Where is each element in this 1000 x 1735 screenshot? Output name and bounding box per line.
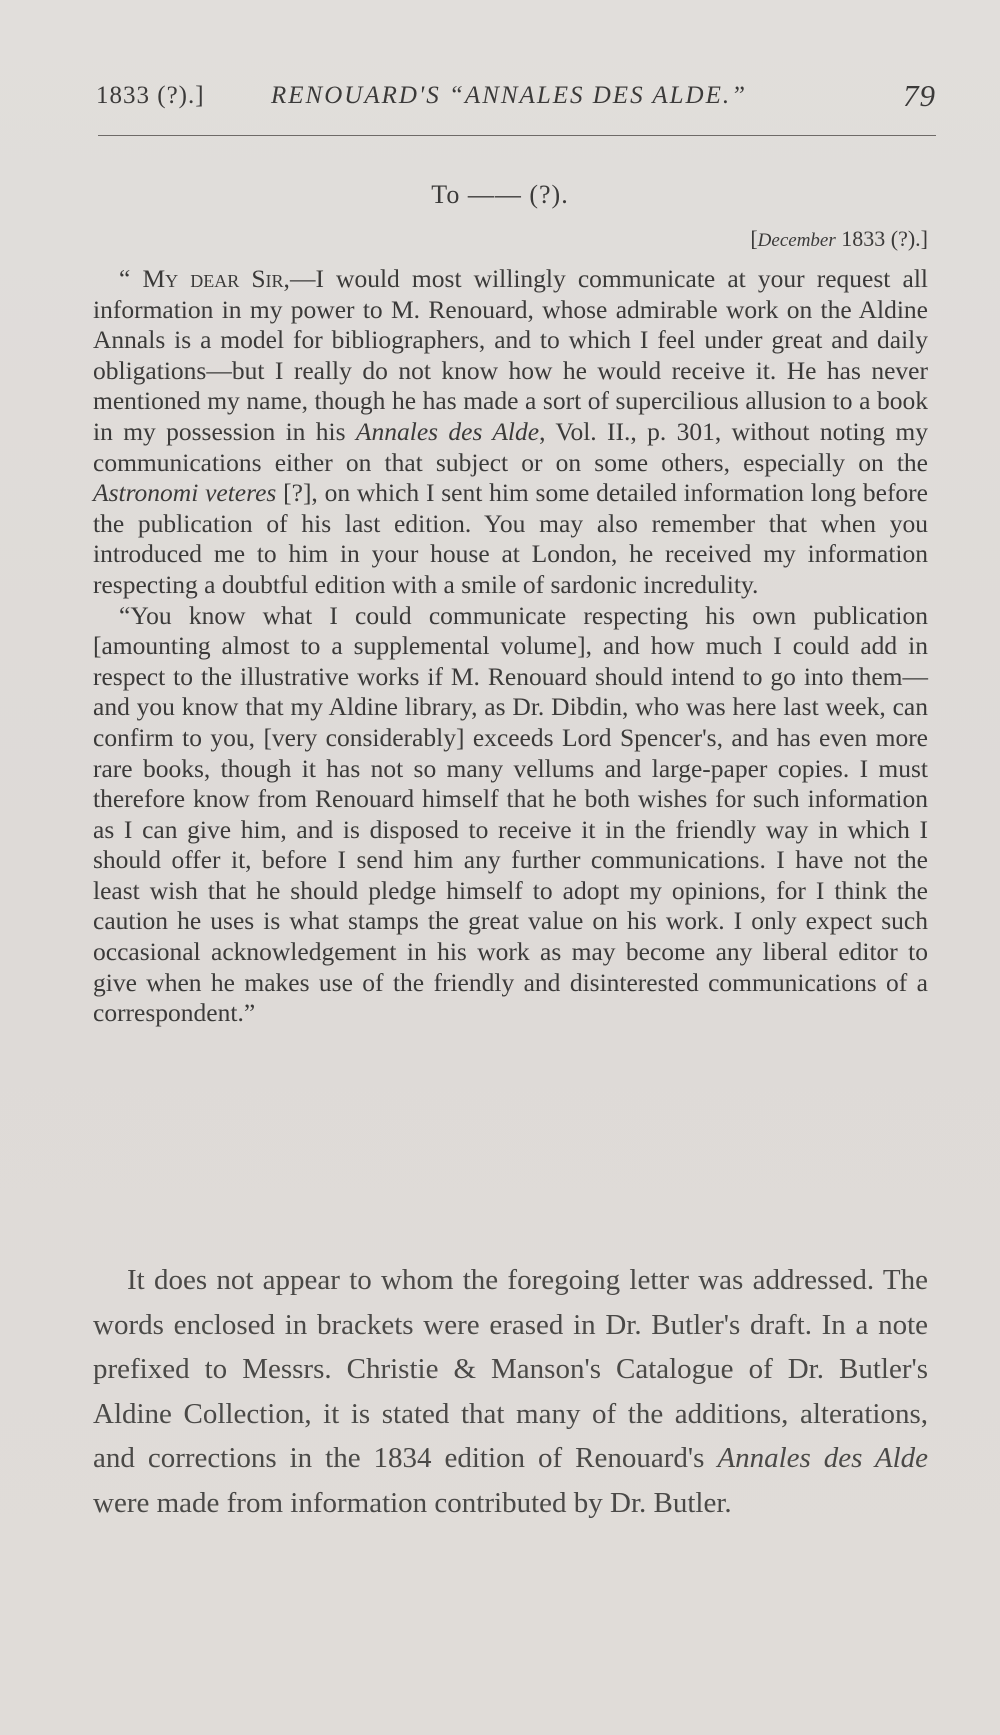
book-title: Astronomi veteres [93, 478, 277, 508]
letter-paragraph-2: “You know what I could communicate respecting his own publication [amounting almost to a supplemental volume], and how much I could add in respect to the illustrative works if M. Renouard should intend to go into them—and you know that my Aldine library, as Dr. Dibdin, who was here last week, can confirm to you, [very considerably] exceeds Lord Spencer's, and has even more rare books, though it has not so many vellums and large-paper copies. I must therefore know from Renouard himself that he both wishes for such information as I can give him, and is disposed to receive it in the friendly way in which I should offer it, before I send him any further communications. I have not the least wish that he should pledge himself to adopt my opinions, for I think the caution he uses is what stamps the great value on his work. I only expect such occasional acknowledgement in his work as may become any liberal editor to give when he makes use of the friendly and disinterested communications of a correspondent.” [93, 600, 928, 1028]
letter-text: [?], on which I sent him some detailed information long before the publication of his last edition. You may also remember that when you introduced me to him in your house at London, he received my information respecting a doubtful edition with a smile of sardonic incredulity. [93, 478, 928, 599]
running-head-date: 1833 (?).] [96, 82, 205, 109]
page-number: 79 [903, 78, 936, 113]
letter-text: —I would most willingly communicate at your request all information in my power to M. Renouard, whose admirable work on the Aldine Annals is a model for bibliographers, and to which I feel under great and daily obligations—but I really do not know how he would receive it. He has never mentioned my name, though he has made a sort of supercilious allusion to a book in my possession in his [93, 264, 928, 446]
letter-dateline [750, 226, 928, 252]
open-quote: “ [119, 264, 143, 293]
dateline-open: [ [750, 226, 758, 251]
header-rule [98, 135, 936, 136]
note-text: It does not appear to whom the foregoing letter was addressed. The words enclosed in brackets were erased in Dr. Butler's draft. In a note prefixed to Messrs. Christie & Manson's Catalogue of Dr. Butler's Aldine Collection, it is stated that many of the additions, alterations, and corrections in the 1834 edition of Renouard's [93, 1264, 928, 1474]
dateline-month: December [757, 230, 836, 251]
book-title: Annales des Alde [717, 1442, 928, 1474]
letter-heading: To —— (?). [431, 180, 569, 209]
salutation: My dear Sir, [142, 264, 290, 293]
running-head [96, 78, 936, 122]
letter-paragraph-1 [93, 264, 928, 601]
note-text: were made from information contributed by Dr. Butler. [93, 1486, 732, 1519]
note-paragraph [93, 1258, 928, 1525]
letter-text: , Vol. II., p. 301, without noting my communications either on that subject or on some others, especially on the [93, 416, 928, 477]
letter-body [93, 264, 928, 1029]
dateline-rest: 1833 (?).] [835, 226, 928, 251]
book-title: Annales des Alde [355, 416, 540, 446]
editorial-note [93, 1258, 928, 1525]
running-head-title: RENOUARD'S “ANNALES DES ALDE.” [271, 82, 748, 109]
